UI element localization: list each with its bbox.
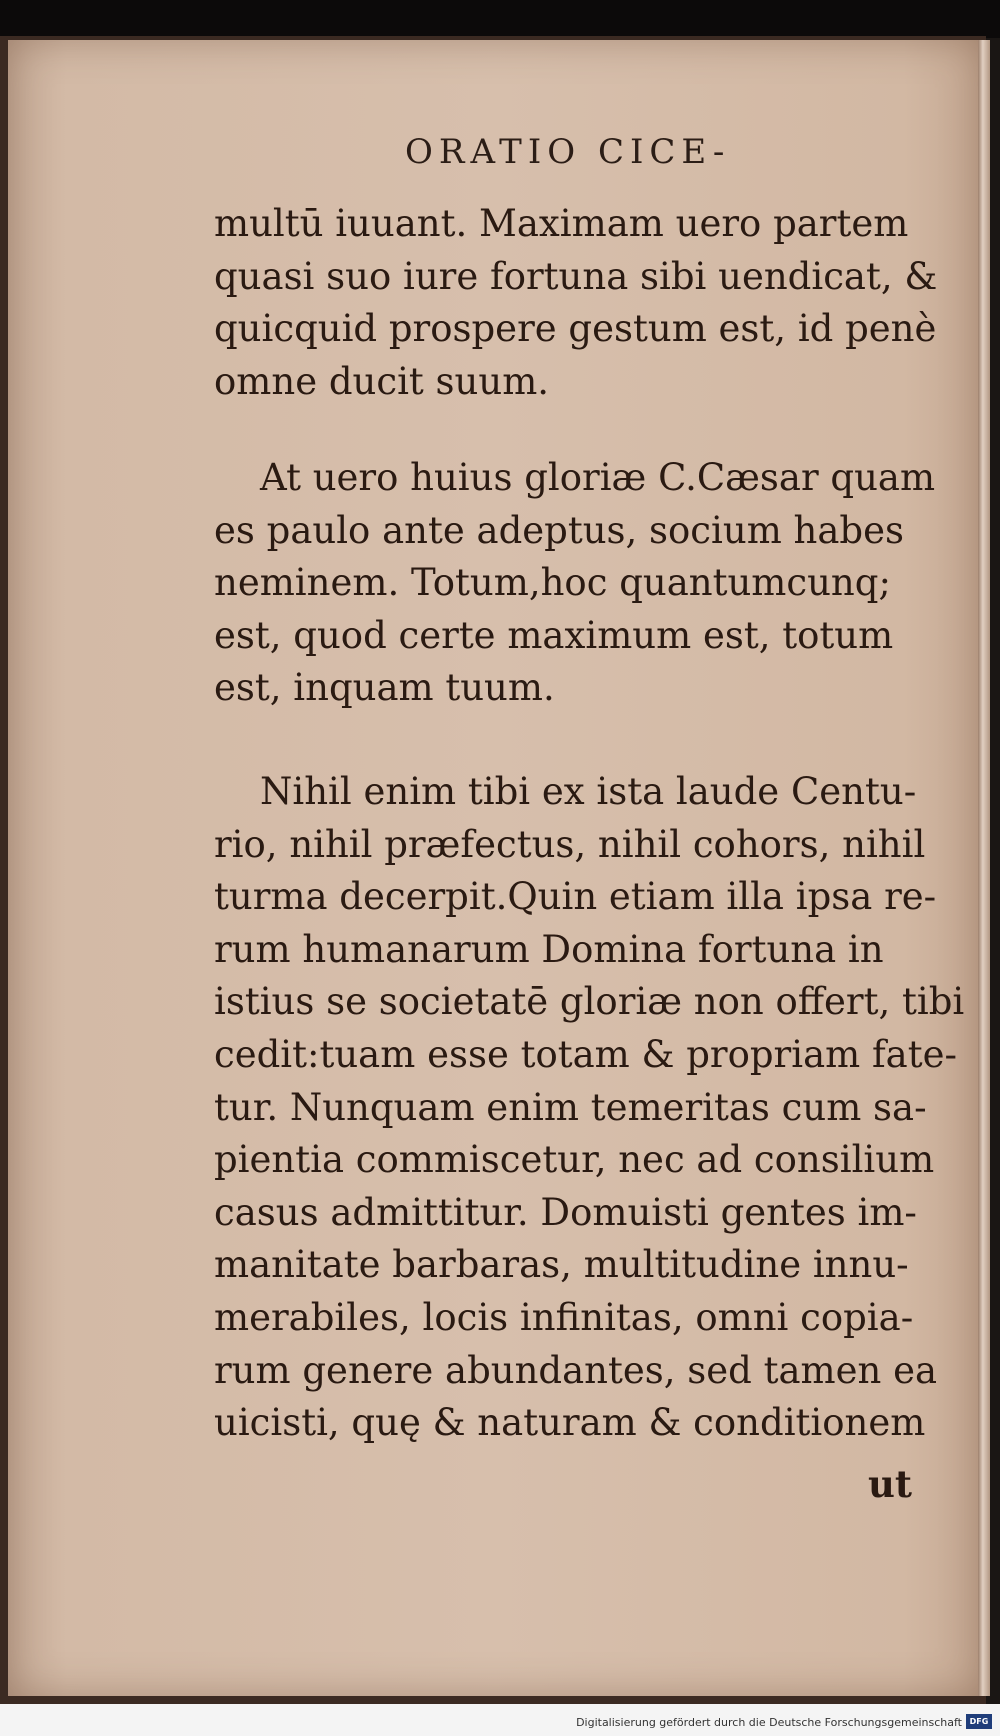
text-line: rum genere abundantes, sed tamen ea	[214, 1348, 938, 1392]
text-line: istius se societatē gloriæ non offert, tibi	[214, 980, 965, 1024]
paragraph-3	[214, 766, 965, 1450]
catchword: ut	[868, 1462, 912, 1506]
text-line: quasi suo iure fortuna sibi uendicat, &	[214, 254, 938, 298]
text-line: At uero huius gloriæ C.Cæsar quam	[260, 456, 936, 499]
text-line: pientia commiscetur, nec ad consilium	[214, 1138, 935, 1182]
text-line: est, quod certe maximum est, totum	[214, 613, 894, 657]
paragraph-2	[214, 452, 934, 715]
text-line: casus admittitur. Domuisti gentes im-	[214, 1190, 917, 1234]
text-line: manitate barbaras, multitudine innu-	[214, 1243, 909, 1287]
page-edge	[978, 40, 990, 1696]
text-line: Nihil enim tibi ex ista laude Centu-	[260, 770, 917, 813]
text-line: turma decerpit.Quin etiam illa ipsa re-	[214, 875, 937, 919]
text-line: quicquid prospere gestum est, id penè	[214, 307, 937, 351]
text-line: tur. Nunquam enim temeritas cum sa-	[214, 1085, 927, 1129]
footer-credit: Digitalisierung gefördert durch die Deutsche Forschungsgemeinschaft	[576, 1716, 962, 1729]
text-line: merabiles, locis infinitas, omni copia-	[214, 1295, 914, 1339]
text-line: neminem. Totum,hoc quantumcunq;	[214, 561, 891, 605]
running-header: ORATIO CICE-	[405, 132, 731, 172]
text-line: cedit:tuam esse totam & propriam fate-	[214, 1032, 957, 1076]
top-dark-band	[0, 0, 1000, 38]
paragraph-1	[214, 198, 938, 408]
text-line: uicisti, quę & naturam & conditionem	[214, 1401, 926, 1445]
text-line: multū iuuant. Maximam uero partem	[214, 202, 909, 245]
dfg-logo-icon: DFG	[966, 1714, 992, 1729]
text-line: es paulo ante adeptus, socium habes	[214, 508, 904, 552]
text-line: rum humanarum Domina fortuna in	[214, 927, 884, 971]
text-line: omne ducit suum.	[214, 359, 550, 403]
text-line: rio, nihil præfectus, nihil cohors, nihil	[214, 822, 926, 866]
text-line: est, inquam tuum.	[214, 666, 555, 710]
